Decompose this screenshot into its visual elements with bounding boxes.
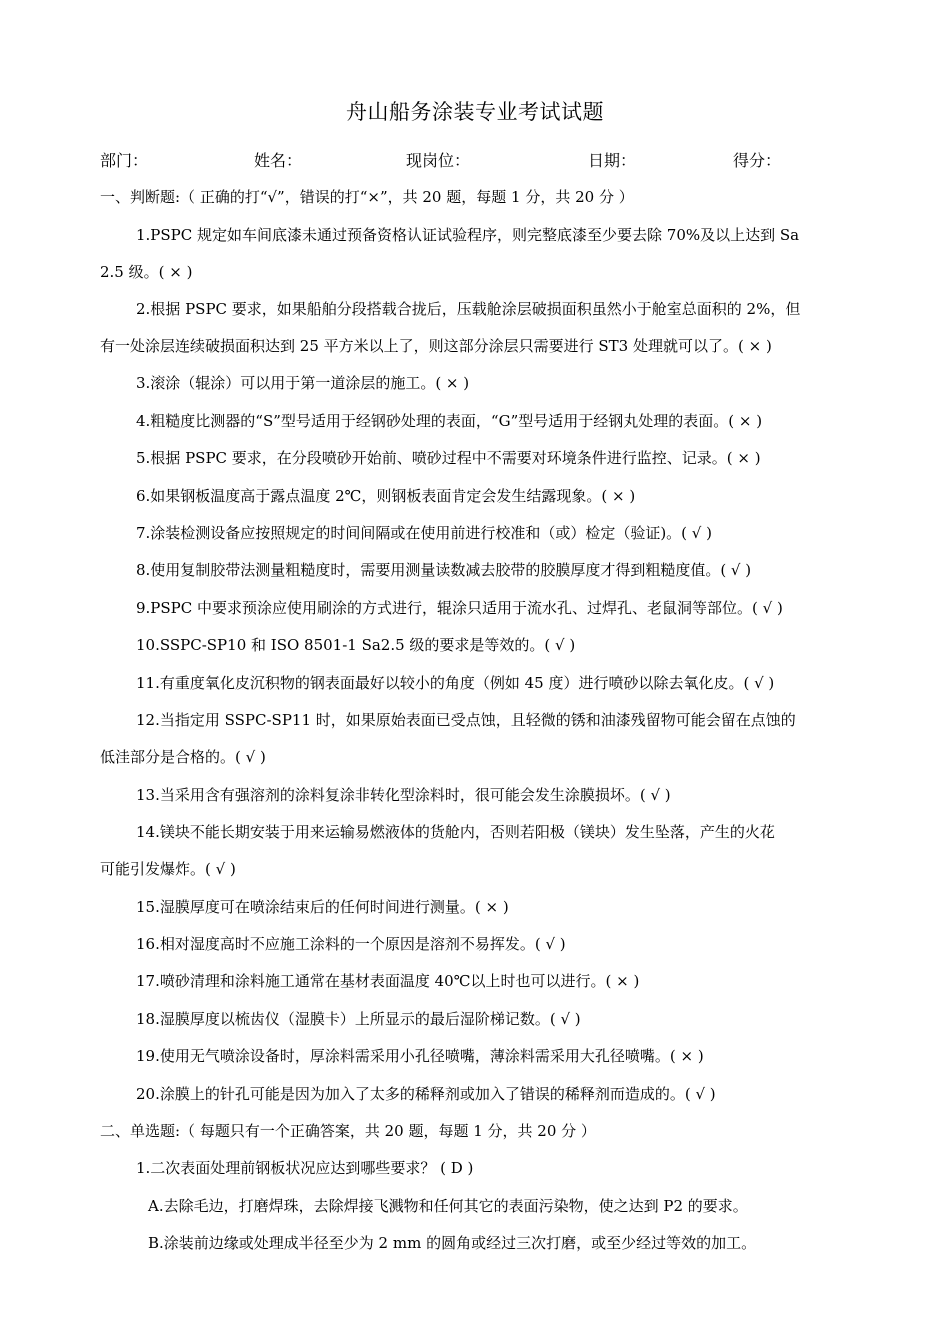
question-line: 12.当指定用 SSPC-SP11 时，如果原始表面已受点蚀，且轻微的锈和油漆残留物可能会留在点蚀的 xyxy=(136,711,796,729)
section2-heading: 二、单选题:（ 每题只有一个正确答案，共 20 题，每题 1 分，共 20 分 ） xyxy=(100,1122,596,1140)
section1-heading: 一、判断题:（ 正确的打“√”，错误的打“×”，共 20 题，每题 1 分，共 20 分 ） xyxy=(100,188,634,206)
question-line: 11.有重度氧化皮沉积物的钢表面最好以较小的角度（例如 45 度）进行喷砂以除去氧化皮。( √ ) xyxy=(136,674,775,692)
field-date: 日期： xyxy=(588,151,637,170)
question-line: 2.根据 PSPC 要求，如果船舶分段搭载合拢后，压载舱涂层破损面积虽然小于舱室总面积的 2%，但 xyxy=(136,300,801,318)
question-line: 13.当采用含有强溶剂的涂料复涂非转化型涂料时，很可能会发生涂膜损坏。( √ ) xyxy=(136,786,671,804)
field-department: 部门： xyxy=(100,151,149,170)
question-line: 6.如果钢板温度高于露点温度 2℃，则钢板表面肯定会发生结露现象。( × ) xyxy=(136,487,636,505)
question-line: 16.相对湿度高时不应施工涂料的一个原因是溶剂不易挥发。( √ ) xyxy=(136,935,566,953)
field-name: 姓名： xyxy=(254,151,303,170)
question-line: 10.SSPC-SP10 和 ISO 8501-1 Sa2.5 级的要求是等效的。( √ ) xyxy=(136,636,576,654)
question-line: 4.粗糙度比测器的“S”型号适用于经钢砂处理的表面，“G”型号适用于经钢丸处理的表面。( × ) xyxy=(136,412,763,430)
question-line: 2.5 级。( × ) xyxy=(100,263,193,281)
question-line: 1.PSPC 规定如车间底漆未通过预备资格认证试验程序，则完整底漆至少要去除 70%及以上达到 Sa xyxy=(136,226,800,244)
question-line: 低洼部分是合格的。( √ ) xyxy=(100,748,266,766)
question-line: 7.涂装检测设备应按照规定的时间间隔或在使用前进行校准和（或）检定（验证)。( √ ) xyxy=(136,524,712,542)
question-line: 19.使用无气喷涂设备时，厚涂料需采用小孔径喷嘴，薄涂料需采用大孔径喷嘴。( × ) xyxy=(136,1047,704,1065)
question-line: 9.PSPC 中要求预涂应使用刷涂的方式进行，辊涂只适用于流水孔、过焊孔、老鼠洞等部位。( √ ) xyxy=(136,599,783,617)
question-line: 可能引发爆炸。( √ ) xyxy=(100,860,236,878)
page-title: 舟山船务涂装专业考试试题 xyxy=(346,100,604,124)
question-line: 5.根据 PSPC 要求，在分段喷砂开始前、喷砂过程中不需要对环境条件进行监控、记录。( × ) xyxy=(136,449,761,467)
question-line: 15.湿膜厚度可在喷涂结束后的任何时间进行测量。( × ) xyxy=(136,898,509,916)
question-line: 20.涂膜上的针孔可能是因为加入了太多的稀释剂或加入了错误的稀释剂而造成的。( √ ) xyxy=(136,1085,716,1103)
question-line: 有一处涂层连续破损面积达到 25 平方米以上了，则这部分涂层只需要进行 ST3 处理就可以了。( × ) xyxy=(100,337,772,355)
question-line: 14.镁块不能长期安装于用来运输易燃液体的货舱内，否则若阳极（镁块）发生坠落，产生的火花 xyxy=(136,823,775,841)
question-line: 8.使用复制胶带法测量粗糙度时，需要用测量读数减去胶带的胶膜厚度才得到粗糙度值。( √ ) xyxy=(136,561,752,579)
option-b: B.涂装前边缘或处理成半径至少为 2 mm 的圆角或经过三次打磨，或至少经过等效的加工。 xyxy=(148,1234,757,1252)
field-score: 得分： xyxy=(733,151,782,170)
question-line: 1.二次表面处理前钢板状况应达到哪些要求？ ( D ) xyxy=(136,1159,474,1177)
option-a: A.去除毛边，打磨焊珠，去除焊接飞溅物和任何其它的表面污染物，使之达到 P2 的要求。 xyxy=(148,1197,748,1215)
question-line: 3.滚涂（辊涂）可以用于第一道涂层的施工。( × ) xyxy=(136,374,470,392)
question-line: 18.湿膜厚度以梳齿仪（湿膜卡）上所显示的最后湿阶梯记数。( √ ) xyxy=(136,1010,581,1028)
field-position: 现岗位： xyxy=(406,151,471,170)
question-line: 17.喷砂清理和涂料施工通常在基材表面温度 40℃以上时也可以进行。( × ) xyxy=(136,972,640,990)
